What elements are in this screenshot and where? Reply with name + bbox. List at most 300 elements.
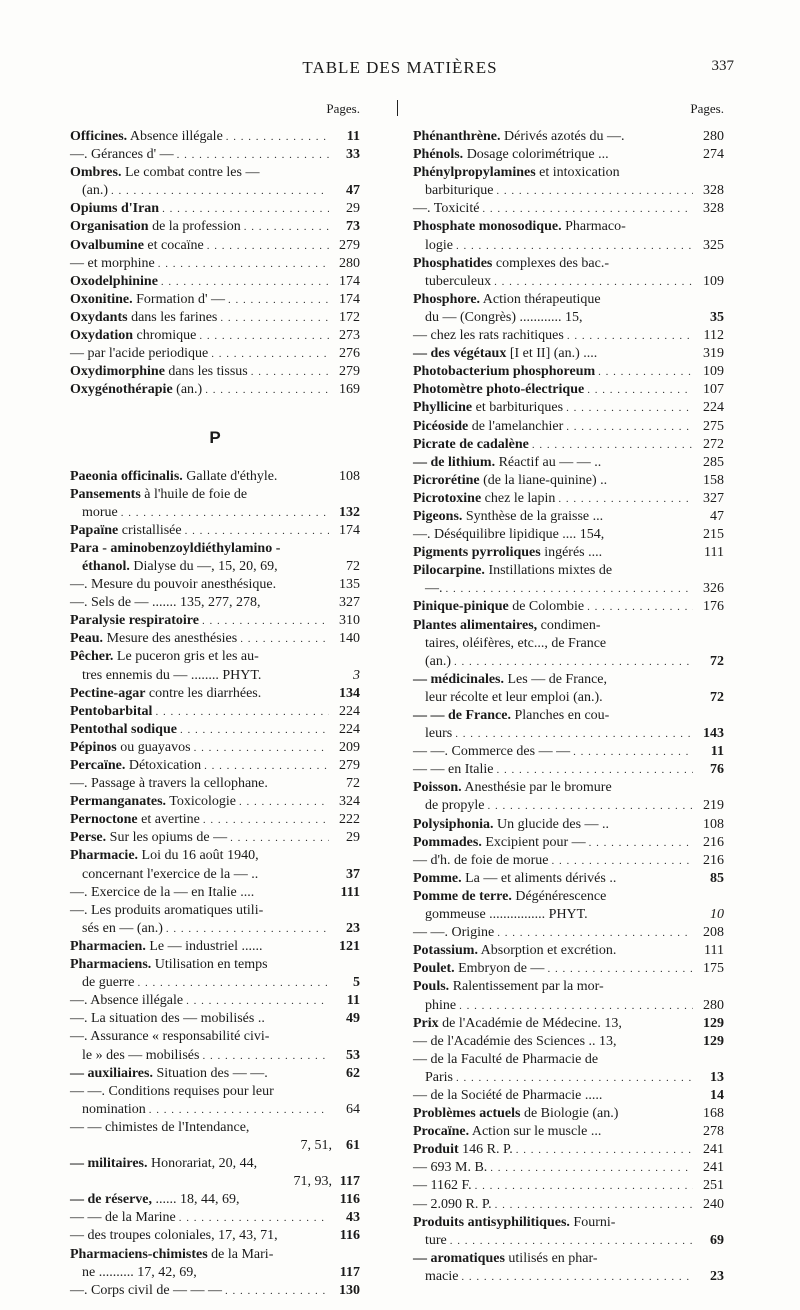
entry-line <box>70 576 360 594</box>
entry-line <box>70 703 360 721</box>
entry-text <box>413 562 612 580</box>
index-entry <box>70 829 360 847</box>
entry-description: —. <box>425 581 443 597</box>
entry-text <box>413 291 601 309</box>
entry-description: Le puceron gris et les au- <box>113 649 259 665</box>
entry-description: La — et aliments dérivés .. <box>461 870 617 886</box>
entry-heading: Phosphatides <box>413 255 493 271</box>
entry-text <box>425 309 583 327</box>
entry-line <box>70 1191 360 1209</box>
entry-text <box>425 237 453 255</box>
entry-line <box>70 884 360 902</box>
entry-line <box>70 255 360 273</box>
index-entry <box>70 630 360 648</box>
index-entry <box>70 703 360 721</box>
entry-line <box>413 797 724 815</box>
entry-heading: Potassium. <box>413 943 478 959</box>
entry-heading: — de réserve, <box>70 1192 153 1208</box>
index-entry <box>70 685 360 703</box>
entry-heading: Pomme. <box>413 870 462 886</box>
page-ref: 47 <box>346 183 360 199</box>
entry-description: — — chimistes de l'Intendance, <box>70 1119 250 1135</box>
page-ref: 112 <box>703 328 724 344</box>
entry-heading: Peau. <box>70 631 104 647</box>
entry-heading: Photobacterium phosphoreum <box>413 364 596 380</box>
entry-text <box>70 146 174 164</box>
entry-line <box>70 237 360 255</box>
entry-line <box>70 200 360 218</box>
dot-leader <box>203 811 329 829</box>
page-ref: 310 <box>339 613 360 629</box>
entry-heading: Problèmes actuels <box>413 1106 521 1122</box>
dot-leader <box>598 363 693 381</box>
entry-description: —. Sels de — ....... 135, 277, 278, <box>70 595 261 611</box>
page-ref: 76 <box>710 762 724 778</box>
index-entry <box>70 237 360 255</box>
entry-description: de l'amelanchier <box>468 418 564 434</box>
entry-text <box>82 182 108 200</box>
entry-description: de la Mari- <box>207 1246 274 1262</box>
entry-text <box>425 689 603 707</box>
entry-text <box>413 617 601 635</box>
page-ref: 33 <box>346 147 360 163</box>
entry-line <box>413 182 724 200</box>
entry-description: — de la Société de Pharmacie ..... <box>413 1087 603 1103</box>
page-ref: 326 <box>703 581 724 597</box>
entry-text <box>70 938 262 956</box>
index-entry <box>70 381 360 399</box>
page-ref: 224 <box>339 703 360 719</box>
entry-description: —. Gérances d' — <box>70 147 174 163</box>
entry-heading: Pernoctone <box>70 812 138 828</box>
dot-leader <box>455 725 693 743</box>
dot-leader <box>475 1177 693 1195</box>
page-ref: 11 <box>346 129 360 144</box>
entry-line <box>413 1051 724 1069</box>
index-entry <box>70 146 360 164</box>
page-ref: 272 <box>703 436 724 452</box>
dot-leader <box>551 852 693 870</box>
entry-line <box>70 612 360 630</box>
entry-line <box>70 793 360 811</box>
entry-description: Situation des — —. <box>152 1065 268 1081</box>
entry-text <box>413 1159 487 1177</box>
page-ref: 251 <box>703 1178 724 1194</box>
entry-line <box>70 721 360 739</box>
index-entry <box>70 128 360 146</box>
dot-leader <box>166 920 329 938</box>
entry-description: — —. Origine <box>413 925 495 941</box>
entry-line <box>413 399 724 417</box>
dot-leader <box>244 218 329 236</box>
index-entry <box>413 707 724 743</box>
entry-line <box>70 1047 360 1065</box>
entry-heading: Phosphore. <box>413 291 481 307</box>
entry-text <box>70 721 177 739</box>
index-entry <box>413 472 724 490</box>
page-ref: 108 <box>339 468 360 484</box>
entry-text <box>413 200 479 218</box>
entry-description: et cocaïne <box>143 237 204 253</box>
entry-line <box>413 255 724 273</box>
entry-line <box>413 725 724 743</box>
page-ref: 273 <box>339 328 360 344</box>
entry-heading: Pilocarpine. <box>413 563 485 579</box>
dot-leader <box>204 757 329 775</box>
index-entry <box>70 1191 360 1209</box>
entry-description: dans les farines <box>127 309 218 325</box>
index-entry <box>413 1051 724 1087</box>
dot-leader <box>185 522 329 540</box>
page-ref: 72 <box>710 689 724 705</box>
dot-leader <box>161 273 329 291</box>
entry-line <box>413 164 724 182</box>
index-entry <box>413 870 724 888</box>
page-ref: 37 <box>346 866 360 882</box>
entry-line <box>413 671 724 689</box>
entry-line <box>70 540 360 558</box>
index-entry <box>413 1015 724 1033</box>
entry-line <box>70 363 360 381</box>
entry-list-right <box>413 128 724 1286</box>
page-ref: 72 <box>710 653 724 669</box>
entry-text <box>70 648 259 666</box>
index-entry <box>70 345 360 363</box>
right-column <box>413 100 724 1286</box>
index-entry <box>413 598 724 616</box>
page-ref: 73 <box>346 219 360 235</box>
entry-heading: Para - aminobenzoyldiéthylamino - <box>70 540 281 556</box>
entry-text <box>413 544 602 562</box>
index-entry <box>413 291 724 327</box>
index-entry <box>70 164 360 200</box>
page-ref: 130 <box>339 1282 360 1298</box>
page-ref: 175 <box>703 961 724 977</box>
entry-description: de guerre <box>82 975 135 991</box>
entry-text <box>70 902 263 920</box>
entry-description: —. Passage à travers la cellophane. <box>70 776 268 792</box>
entry-heading: Poulet. <box>413 961 455 977</box>
dot-leader <box>137 974 329 992</box>
entry-text <box>413 146 609 164</box>
entry-text <box>413 888 606 906</box>
dot-leader <box>179 1209 329 1227</box>
index-entry <box>413 1105 724 1123</box>
dot-leader <box>230 829 329 847</box>
entry-heading: Polysiphonia. <box>413 816 494 832</box>
entry-line <box>413 1177 724 1195</box>
dot-leader <box>207 237 329 255</box>
entry-line <box>70 345 360 363</box>
entry-text <box>82 667 261 685</box>
entry-description: —. La situation des — mobilisés .. <box>70 1011 265 1027</box>
entry-line <box>70 1137 360 1155</box>
entry-line <box>70 938 360 956</box>
page-ref: 111 <box>340 884 360 900</box>
entry-description: (an.) <box>172 382 203 398</box>
entry-text <box>413 598 584 616</box>
entry-line <box>70 468 360 486</box>
entry-text <box>70 630 237 648</box>
entry-text <box>70 576 276 594</box>
page-ref: 35 <box>710 309 724 325</box>
dot-leader <box>532 436 693 454</box>
entry-text <box>70 884 254 902</box>
entry-text <box>70 1246 273 1264</box>
entry-line <box>413 978 724 996</box>
dot-leader <box>450 1232 693 1250</box>
index-entry <box>70 576 360 594</box>
entry-text <box>425 580 443 598</box>
entry-description: ou guayavos <box>116 739 191 755</box>
index-entry <box>70 540 360 576</box>
entry-description: de l'Académie de Médecine. 13, <box>438 1015 622 1031</box>
entry-description: à l'huile de foie de <box>140 486 248 502</box>
entry-line <box>70 1083 360 1101</box>
entry-heading: Produits antisyphilitiques. <box>413 1214 570 1230</box>
entry-line <box>413 617 724 635</box>
entry-text <box>70 685 261 703</box>
entry-line <box>413 1015 724 1033</box>
dot-leader <box>199 327 329 345</box>
entry-line <box>70 1173 360 1191</box>
entry-line <box>413 997 724 1015</box>
page-ref: 107 <box>703 382 724 398</box>
dot-leader <box>240 630 329 648</box>
entry-line <box>70 685 360 703</box>
entry-text <box>413 164 620 182</box>
page-ref: 219 <box>703 798 724 814</box>
entry-text <box>70 255 155 273</box>
entry-line <box>413 1196 724 1214</box>
entry-text <box>70 309 217 327</box>
entry-line <box>413 200 724 218</box>
dot-leader <box>111 182 329 200</box>
entry-text <box>70 1010 265 1028</box>
entry-text <box>413 1141 513 1159</box>
entry-text <box>70 164 259 182</box>
page-ref: 215 <box>703 527 724 543</box>
entry-line <box>70 273 360 291</box>
entry-line <box>70 866 360 884</box>
entry-text <box>413 834 586 852</box>
index-entry <box>70 291 360 309</box>
entry-description: Loi du 16 août 1940, <box>138 848 259 864</box>
entry-text <box>70 703 152 721</box>
entry-text <box>70 237 204 255</box>
entry-description: Gallate d'éthyle. <box>182 468 278 484</box>
entry-text <box>70 218 241 236</box>
entry-line <box>70 1209 360 1227</box>
entry-description: [I et II] (an.) .... <box>506 346 598 362</box>
entry-text <box>413 1196 492 1214</box>
entry-description: Fourni- <box>569 1214 616 1230</box>
entry-line <box>413 653 724 671</box>
entry-text <box>413 436 529 454</box>
entry-line <box>70 992 360 1010</box>
index-entry <box>413 1033 724 1051</box>
entry-text <box>425 1268 458 1286</box>
entry-description: Un glucide des — .. <box>493 816 610 832</box>
dot-leader <box>239 793 329 811</box>
entry-heading: Oxydation <box>70 328 134 344</box>
dot-leader <box>220 309 329 327</box>
entry-description: cristallisée <box>118 522 182 538</box>
index-entry <box>70 309 360 327</box>
entry-line <box>70 829 360 847</box>
entry-text <box>70 1065 268 1083</box>
entry-line <box>70 558 360 576</box>
entry-text <box>425 182 493 200</box>
index-entry <box>70 775 360 793</box>
entry-heading: Paralysie respiratoire <box>70 613 199 629</box>
index-entry <box>70 468 360 486</box>
entry-description: — chez les rats rachitiques <box>413 328 564 344</box>
entry-description: Dialyse du —, 15, 20, 69, <box>129 558 278 574</box>
entry-description: Instillations mixtes de <box>484 563 613 579</box>
entry-heading: Paeonia officinalis. <box>70 468 183 484</box>
entry-text <box>70 811 200 829</box>
page-ref: 279 <box>339 758 360 773</box>
dot-leader <box>162 200 329 218</box>
dot-leader <box>155 703 329 721</box>
entry-description: Réactif au — — .. <box>495 454 602 470</box>
entry-text <box>70 956 268 974</box>
entry-description: Utilisation en temps <box>151 957 268 973</box>
index-entry <box>70 811 360 829</box>
entry-text <box>413 508 603 526</box>
entry-text <box>413 761 493 779</box>
page-ref: 116 <box>339 1192 360 1208</box>
entry-line <box>413 942 724 960</box>
entry-heading: Pommades. <box>413 834 482 850</box>
entry-description: Mesure des anesthésies <box>103 631 238 647</box>
entry-text <box>70 1209 176 1227</box>
entry-heading: — des végétaux <box>413 346 507 362</box>
entry-heading: Pharmaciens-chimistes <box>70 1246 208 1262</box>
entry-description: (an.) <box>425 653 452 669</box>
index-entry <box>413 544 724 562</box>
entry-description: logie <box>425 237 453 253</box>
entry-line <box>70 739 360 757</box>
page-ref: 208 <box>703 925 724 941</box>
index-entry <box>413 1087 724 1105</box>
entry-text <box>294 1173 333 1191</box>
index-entry <box>413 200 724 218</box>
entry-description: de Colombie <box>508 599 585 615</box>
entry-text <box>425 725 452 743</box>
pages-column-label: Pages. <box>690 101 724 116</box>
entry-heading: Pouls. <box>413 979 450 995</box>
entry-description: condimen- <box>537 617 601 633</box>
entry-description: utilisés en phar- <box>504 1250 598 1266</box>
entry-line <box>413 779 724 797</box>
entry-description: Le combat contre les — <box>121 165 260 181</box>
entry-text <box>425 1069 453 1087</box>
index-entry <box>413 1196 724 1214</box>
entry-description: ingérés .... <box>540 545 603 561</box>
index-entry <box>413 1177 724 1195</box>
entry-line <box>70 182 360 200</box>
pages-column-label: Pages. <box>326 101 360 116</box>
entry-description: (de la liane-quinine) .. <box>479 472 608 488</box>
entry-description: sés en — (an.) <box>82 920 163 936</box>
index-entry <box>70 1010 360 1028</box>
entry-description: — de la Faculté de Pharmacie de <box>413 1051 599 1067</box>
entry-heading: Oxygénothérapie <box>70 382 173 398</box>
entry-line <box>70 1155 360 1173</box>
entry-description: Le — industriel ...... <box>145 938 263 954</box>
index-entry <box>70 1083 360 1119</box>
entry-line <box>413 1087 724 1105</box>
index-entry <box>70 1227 360 1245</box>
entry-description: Les — de France, <box>504 671 608 687</box>
dot-leader <box>547 960 693 978</box>
entry-description: —. Exercice de la — en Italie .... <box>70 884 255 900</box>
index-entry <box>70 486 360 522</box>
entry-heading: — — de France. <box>413 708 511 723</box>
entry-description: Sur les opiums de — <box>106 830 228 846</box>
entry-line <box>70 218 360 236</box>
entry-text <box>70 1227 278 1245</box>
page-ref: 285 <box>703 454 724 470</box>
index-entry <box>70 1119 360 1155</box>
entry-description: (an.) <box>82 183 109 199</box>
entry-heading: Phyllicine <box>413 400 473 416</box>
entry-description: tuberculeux <box>425 273 492 289</box>
dot-leader <box>496 182 693 200</box>
entry-description: Dérivés azotés du —. <box>500 129 625 144</box>
entry-description: leurs <box>425 726 453 742</box>
dot-leader <box>587 381 693 399</box>
entry-line <box>413 1214 724 1232</box>
index-entry <box>413 816 724 834</box>
page-ref: 3 <box>353 667 360 683</box>
entry-text <box>301 1137 333 1155</box>
page-ref: 72 <box>346 558 360 574</box>
entry-line <box>413 743 724 761</box>
page-ref: 121 <box>339 938 360 954</box>
entry-text <box>425 653 451 671</box>
entry-description: de la profession <box>148 219 241 235</box>
entry-text <box>70 273 158 291</box>
entry-text <box>413 707 609 725</box>
entry-text <box>413 363 595 381</box>
entry-description: Pharmaco- <box>561 219 626 235</box>
index-entry <box>413 128 724 146</box>
entry-description: Anesthésie par le bromure <box>461 780 612 796</box>
entry-heading: Opiums d'Iran <box>70 201 160 217</box>
entry-text <box>82 1047 199 1065</box>
page-ref: 111 <box>704 943 724 959</box>
dot-leader <box>180 721 329 739</box>
index-entry <box>413 743 724 761</box>
entry-description: Embryon de — <box>454 961 545 977</box>
dot-leader <box>497 924 693 942</box>
index-entry <box>413 345 724 363</box>
page-ref: 49 <box>346 1011 360 1027</box>
entry-text <box>413 1177 472 1195</box>
entry-description: Ralentissement par la mor- <box>449 979 604 995</box>
entry-heading: Picrotoxine <box>413 490 482 506</box>
entry-heading: éthanol. <box>82 558 130 574</box>
dot-leader <box>251 363 329 381</box>
entry-line <box>413 309 724 327</box>
page-ref: 69 <box>710 1232 724 1248</box>
entry-text <box>413 1123 601 1141</box>
entry-text <box>70 381 202 399</box>
entry-description: le » des — mobilisés <box>82 1047 200 1063</box>
